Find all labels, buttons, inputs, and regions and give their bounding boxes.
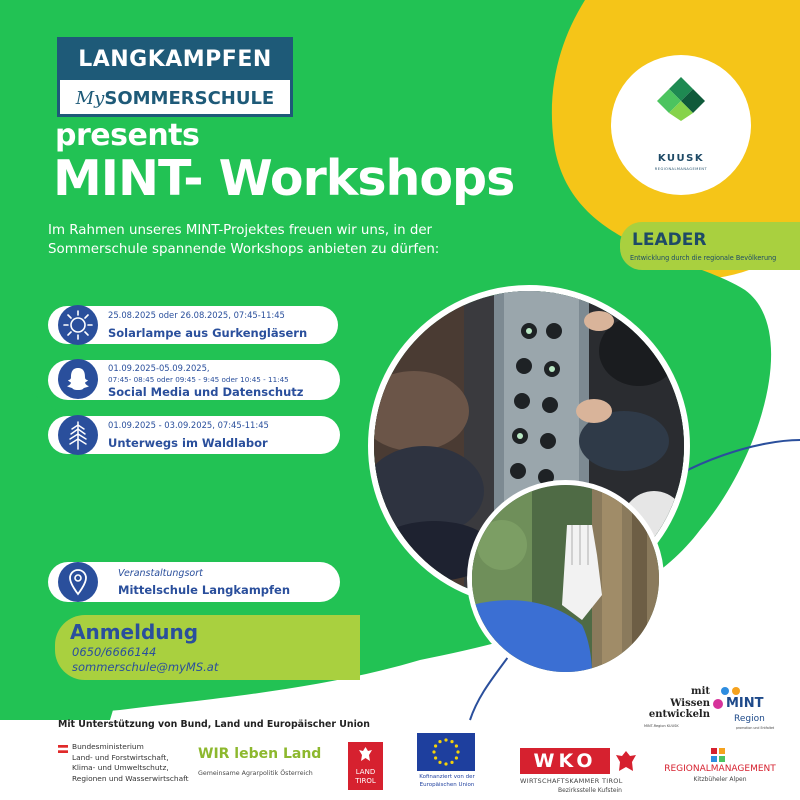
tirol-eagle-icon [615,750,637,774]
wir-leben-land-logo [198,746,326,786]
ministry-line: Klima- und Umweltschutz, [72,763,169,772]
registration-email: sommerschule@myMS.at [72,660,219,674]
venue-card [48,562,340,602]
venue-name: Mittelschule Langkampfen [118,583,291,597]
workshop-item [48,360,340,400]
registration-phone: 0650/6666144 [72,645,157,659]
mit-wissen-text [640,686,710,721]
workshop-item [48,306,338,344]
regionalmanagement-logo [660,748,790,788]
forest-photo [467,480,664,677]
venue-label: Veranstaltungsort [118,568,203,579]
eu-text-line: Europäischen Union [419,781,475,788]
workshop-item [48,416,340,454]
mit-wissen-logo [640,686,710,736]
workshop-date: 01.09.2025-05.09.2025, [108,363,210,373]
tree-icon [58,415,98,455]
mint-dots-icon [720,686,756,696]
logo-subtitle [60,82,290,116]
wir-leben-land-sub: Gemeinsame Agrarpolitik Österreich [198,770,313,777]
workshop-time: 07:45- 08:45 oder 09:45 - 9:45 oder 10:45 - 11:45 [108,375,289,384]
kuusk-logo [611,55,751,195]
page-title: MINT- Workshops [53,150,515,207]
eu-text [412,774,482,789]
leader-subtitle: Entwicklung durch die regionale Bevölkerung [630,253,777,262]
land-tirol-text [348,768,383,786]
regional-sub: Kitzbüheler Alpen [693,776,747,783]
wko-box [520,748,610,774]
ministry-logo [58,742,208,792]
forest-photo-image [472,485,659,672]
mit-wissen-line: Wissen [670,697,710,709]
wko-sub: Bezirksstelle Kufstein [558,787,622,794]
regional-text: REGIONALMANAGEMENT [664,764,776,774]
presents-label: presents [55,118,200,153]
workshop-date: 25.08.2025 oder 26.08.2025, 07:45-11:45 [108,310,285,320]
ministry-line: Land- und Forstwirtschaft, [72,752,169,762]
land-tirol-line: TIROL [355,777,376,785]
logo-title: LANGKAMPFEN [60,40,290,80]
logo-my: My [75,88,105,109]
support-text: Mit Unterstützung von Bund, Land und Europäischer Union [58,719,370,730]
kuusk-mark-icon [657,75,705,123]
land-tirol-logo [348,742,383,790]
regional-mark-icon [711,748,725,762]
registration-heading: Anmeldung [70,620,199,644]
workshop-title: Social Media und Datenschutz [108,385,304,399]
langkampfen-logo [57,37,293,117]
austria-flag-icon [58,745,68,753]
mint-region-text: Region [734,714,765,724]
wko-text: WKO [533,750,597,772]
location-pin-icon [58,562,98,602]
mit-wissen-sub: MINT-Region KUUSK [644,724,679,728]
mit-wissen-line: entwickeln [648,709,710,720]
ministry-line: Regionen und Wasserwirtschaft [72,773,189,783]
eu-flag-icon [417,733,475,771]
workshop-title: Unterwegs im Waldlabor [108,436,268,450]
mit-wissen-line: mit [691,686,710,697]
wko-logo [520,748,660,798]
ministry-line: Bundesministerium [72,742,144,751]
mint-text: MINT [726,696,764,711]
workshop-date: 01.09.2025 - 03.09.2025, 07:45-11:45 [108,420,269,430]
mint-sub: promotion und Entfaltet [736,726,775,730]
workshop-title: Solarlampe aus Gurkengläsern [108,326,308,340]
ministry-name [72,742,188,784]
kuusk-name: KUUSK [657,153,705,164]
tirol-eagle-icon [358,746,373,764]
sun-icon [58,305,98,345]
eu-text-line: Kofinanziert von der [419,774,475,780]
land-tirol-line: LAND [355,768,376,776]
registration-box [55,615,360,680]
leader-badge [620,222,800,270]
wir-leben-land: WIR leben Land [198,746,322,762]
leader-title: LEADER [632,230,707,250]
kuusk-subtitle: REGIONALMANAGEMENT [654,167,708,171]
intro-text: Im Rahmen unseres MINT-Projektes freuen wir uns, in der Sommerschule spannende Workshops anbieten zu dürfen: [48,223,440,257]
snapchat-ghost-icon [58,359,98,399]
eu-logo [412,733,482,793]
wko-sub: WIRTSCHAFTSKAMMER TIROL [520,777,623,785]
mint-region-logo [712,686,782,736]
mint-dot-pink-icon [712,698,724,710]
logo-sommerschule: SOMMERSCHULE [104,88,275,109]
